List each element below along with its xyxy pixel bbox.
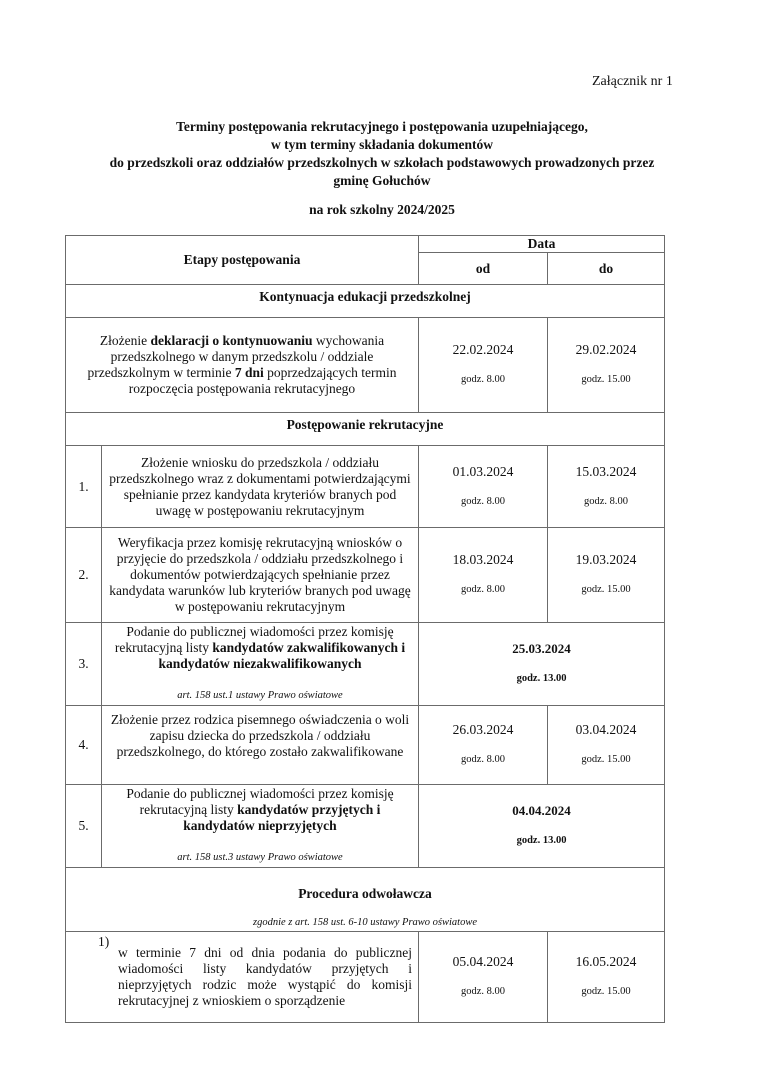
hour: godz. 13.00: [516, 835, 567, 846]
from-hour: godz. 8.00: [460, 986, 506, 997]
row-number: 4.: [66, 706, 102, 785]
section-appeal-title: Procedura odwoławcza: [298, 886, 432, 901]
legal-note: art. 158 ust.3 ustawy Prawo oświatowe: [177, 852, 343, 863]
date: 04.04.2024: [512, 803, 571, 818]
title-line: do przedszkoli oraz oddziałów przedszkolnych w szkołach podstawowych prowadzonych przez: [109, 155, 655, 170]
from-hour: godz. 8.00: [460, 374, 506, 385]
document-title: [0, 118, 764, 190]
header-date: Data: [419, 236, 665, 253]
date-cell: [419, 623, 665, 706]
to-hour: godz. 15.00: [581, 374, 631, 385]
row-number: 3.: [66, 623, 102, 706]
table-row: [66, 623, 665, 706]
from-cell: [419, 446, 548, 528]
title-line: gminę Gołuchów: [333, 173, 431, 188]
stage-description: Podanie do publicznej wiadomości przez komisję rekrutacyjną listy kandydatów przyjętych i kandydatów nieprzyjętych art. 158 ust.3 ustawy Prawo oświatowe: [102, 785, 419, 868]
header-stages: Etapy postępowania: [66, 236, 419, 285]
to-date: 03.04.2024: [575, 722, 637, 737]
stage-description: Weryfikacja przez komisję rekrutacyjną wniosków o przyjęcie do przedszkola / oddziału przedszkolnego i dokumentów potwierdzających spełnianie przez kandydata warunków lub kryteriów branych pod uwagę w postępowaniu rekrutacyjnym: [102, 528, 419, 623]
row-number: 2.: [66, 528, 102, 623]
table-row: [66, 785, 665, 868]
section-recruitment-title: Postępowanie rekrutacyjne: [66, 413, 665, 446]
stage-description: Podanie do publicznej wiadomości przez komisję rekrutacyjną listy kandydatów zakwalifikowanych i kandydatów niezakwalifikowanych art. 158 ust.1 ustawy Prawo oświatowe: [102, 623, 419, 706]
to-date: 29.02.2024: [575, 342, 637, 357]
from-cell: [419, 706, 548, 785]
section-continuation-title: Kontynuacja edukacji przedszkolnej: [66, 285, 665, 318]
schedule-table: [65, 235, 665, 1023]
to-hour: godz. 15.00: [581, 584, 631, 595]
section-appeal-note: zgodnie z art. 158 ust. 6-10 ustawy Prawo oświatowe: [252, 917, 477, 928]
to-cell: [548, 706, 665, 785]
from-date: 18.03.2024: [452, 552, 514, 567]
legal-note: art. 158 ust.1 ustawy Prawo oświatowe: [177, 690, 343, 701]
row-number: 5.: [66, 785, 102, 868]
from-hour: godz. 8.00: [460, 495, 506, 507]
from-date: 05.04.2024: [452, 954, 514, 969]
from-date: 01.03.2024: [452, 463, 514, 479]
from-hour: godz. 8.00: [460, 754, 506, 765]
stage-description: Złożenie wniosku do przedszkola / oddziału przedszkolnego wraz z dokumentami potwierdzającymi spełnianie przez kandydata kryteriów branych pod uwagę w postępowaniu rekrutacyjnym: [102, 446, 419, 528]
to-date: 19.03.2024: [575, 552, 637, 567]
school-year: na rok szkolny 2024/2025: [309, 202, 455, 217]
to-date: 15.03.2024: [575, 463, 637, 479]
to-hour: godz. 15.00: [581, 754, 631, 765]
table-row: [66, 528, 665, 623]
to-hour: godz. 15.00: [581, 986, 631, 997]
header-to: do: [548, 253, 665, 285]
to-date: 16.05.2024: [575, 954, 637, 969]
from-hour: godz. 8.00: [460, 584, 506, 595]
section-appeal-header: [66, 868, 665, 932]
list-marker: 1): [98, 934, 110, 949]
stage-description: Złożenie przez rodzica pisemnego oświadczenia o woli zapisu dziecka do przedszkola / oddziału przedszkolnego, do którego zostało zakwalifikowane: [102, 706, 419, 785]
table-row: [66, 318, 665, 413]
table-row: [66, 706, 665, 785]
from-date: 22.02.2024: [452, 342, 514, 357]
row-number: 1.: [66, 446, 102, 528]
appeal-text: w terminie 7 dni od dnia podania do publicznej wiadomości listy kandydatów przyjętych i nieprzyjętych rodzic może wystąpić do komisji rekrutacyjnej z wnioskiem o sporządzenie: [118, 945, 412, 1008]
stage-description: Złożenie deklaracji o kontynuowaniu wychowania przedszkolnego w danym przedszkolu / oddziale przedszkolnym w terminie 7 dni poprzedzających termin rozpoczęcia postępowania rekrutacyjnego: [66, 318, 419, 413]
from-cell: [419, 932, 548, 1023]
from-cell: [419, 528, 548, 623]
date-cell: [419, 785, 665, 868]
from-date: 26.03.2024: [452, 722, 514, 737]
annex-label: Załącznik nr 1: [592, 74, 673, 89]
to-cell: [548, 528, 665, 623]
to-cell: [548, 318, 665, 413]
header-from: od: [419, 253, 548, 285]
table-row: [66, 932, 665, 1023]
to-cell: [548, 932, 665, 1023]
date: 25.03.2024: [512, 641, 571, 656]
table-row: [66, 446, 665, 528]
title-line: Terminy postępowania rekrutacyjnego i postępowania uzupełniającego,: [176, 119, 588, 134]
to-cell: [548, 446, 665, 528]
title-line: w tym terminy składania dokumentów: [270, 137, 494, 152]
stage-description: [66, 932, 419, 1023]
from-cell: [419, 318, 548, 413]
to-hour: godz. 8.00: [583, 495, 629, 507]
hour: godz. 13.00: [516, 673, 567, 684]
